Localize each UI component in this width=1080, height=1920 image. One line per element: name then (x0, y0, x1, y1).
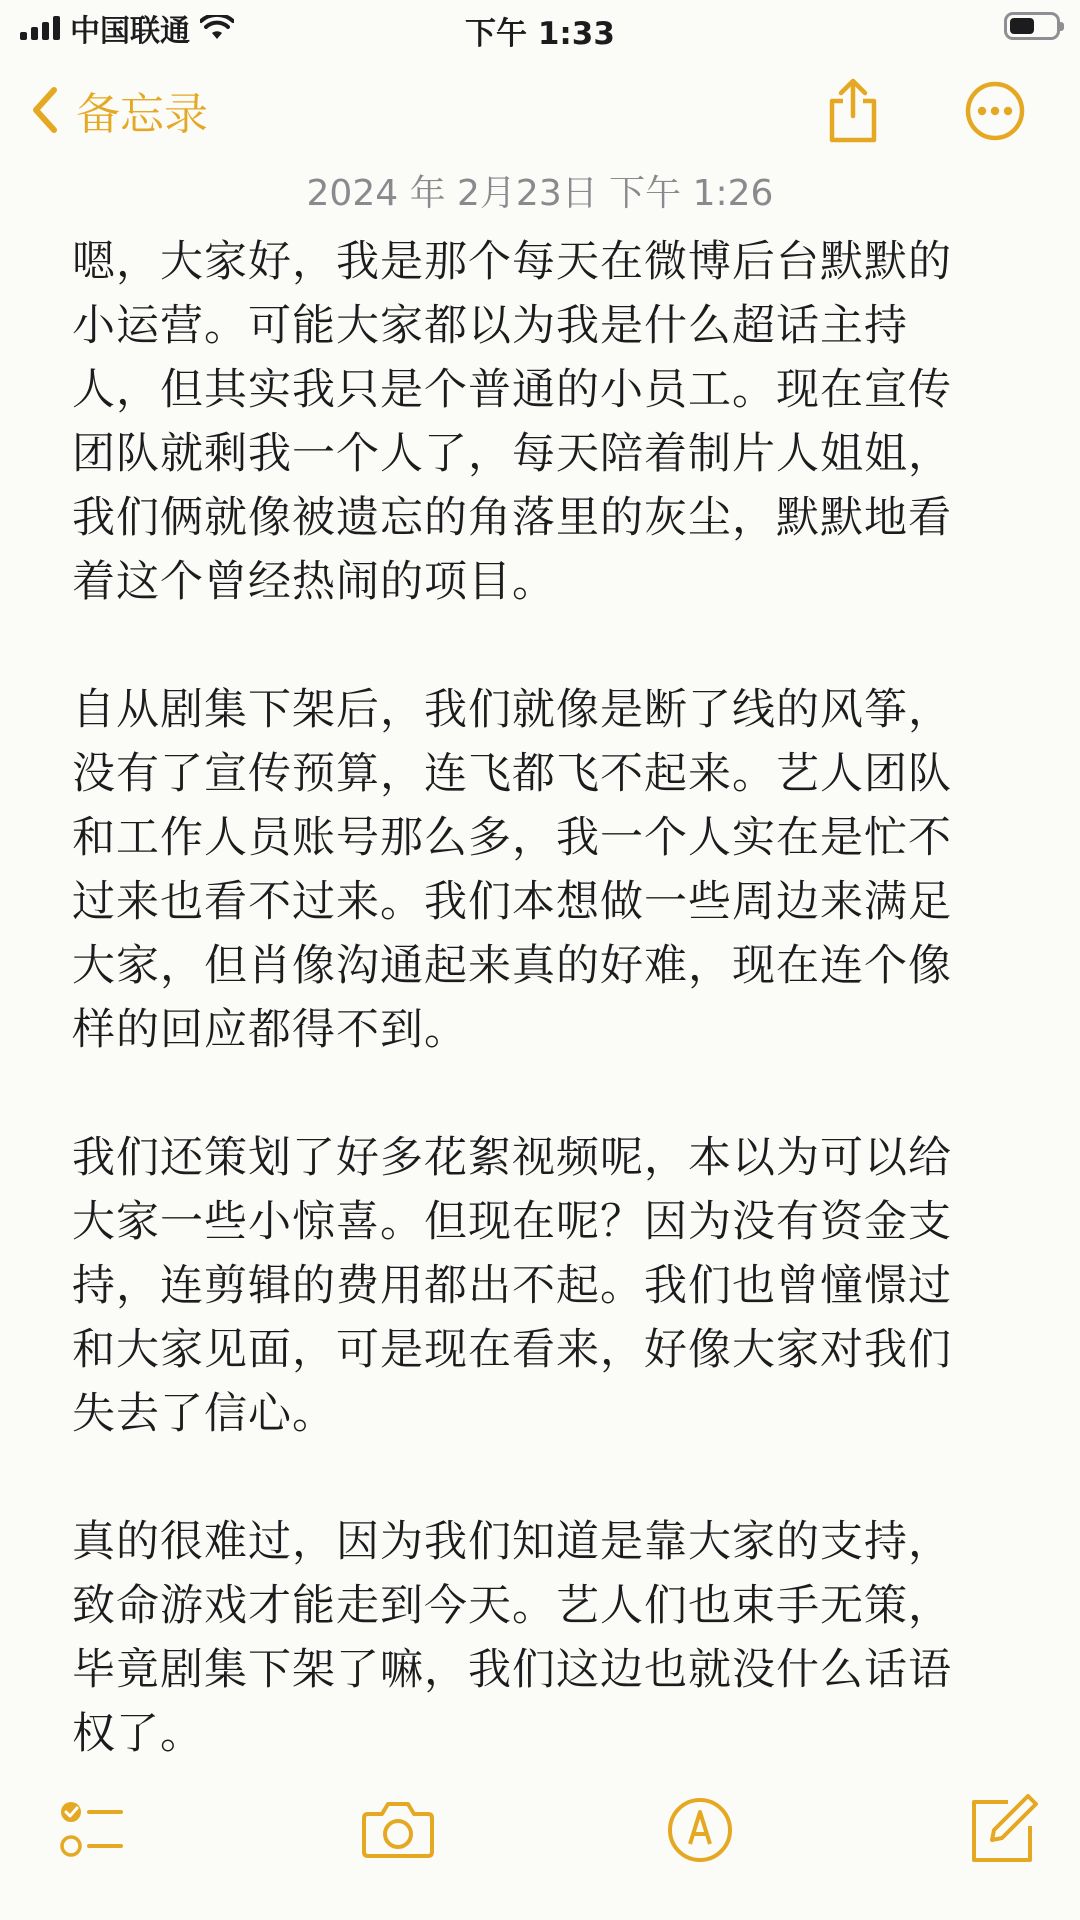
note-paragraph: 自从剧集下架后，我们就像是断了线的风筝，没有了宣传预算，连飞都飞不起来。艺人团队和工作人员账号那么多，我一个人实在是忙不过来也看不过来。我们本想做一些周边来满足大家，但肖像沟通起来真的好难，现在连个像样的回应都得不到。 (72, 685, 952, 1055)
note-paragraph: 真的很难过，因为我们知道是靠大家的支持，致命游戏才能走到今天。艺人们也束手无策，毕竟剧集下架了嘛，我们这边也就没什么话语权了。 (72, 1517, 952, 1759)
share-icon (818, 76, 888, 146)
nav-bar (0, 70, 1080, 150)
chevron-left-icon (30, 86, 58, 134)
note-date: 2024 年 2月23日 下午 1:26 (306, 173, 774, 214)
note-paragraph: 嗯，大家好，我是那个每天在微博后台默默的小运营。可能大家都以为我是什么超话主持人，但其实我只是个普通的小员工。现在宣传团队就剩我一个人了，每天陪着制片人姐姐，我们俩就像被遗忘的角落里的灰尘，默默地看着这个曾经热闹的项目。 (72, 237, 952, 607)
battery-icon (1004, 12, 1060, 40)
more-button[interactable] (960, 76, 1030, 146)
markup-button[interactable] (660, 1790, 740, 1870)
share-button[interactable] (818, 76, 888, 146)
more-icon (960, 76, 1030, 146)
checklist-button[interactable] (55, 1790, 135, 1870)
markup-icon (660, 1790, 740, 1870)
status-time: 下午 1:33 (465, 16, 615, 52)
compose-button[interactable] (962, 1790, 1042, 1870)
bottom-toolbar (0, 1760, 1080, 1920)
note-paragraph: 我们还策划了好多花絮视频呢，本以为可以给大家一些小惊喜。但现在呢？因为没有资金支持，连剪辑的费用都出不起。我们也曾憧憬过和大家见面，可是现在看来，好像大家对我们失去了信心。 (72, 1133, 952, 1439)
camera-button[interactable] (358, 1790, 438, 1870)
status-bar (0, 0, 1080, 56)
battery-level (1010, 18, 1034, 34)
compose-icon (962, 1790, 1042, 1870)
back-button[interactable] (30, 76, 208, 144)
note-body[interactable] (72, 230, 992, 1830)
checklist-icon (55, 1790, 135, 1870)
back-label: 备忘录 (76, 89, 208, 140)
carrier-label: 中国联通 (70, 14, 190, 49)
camera-icon (358, 1790, 438, 1870)
